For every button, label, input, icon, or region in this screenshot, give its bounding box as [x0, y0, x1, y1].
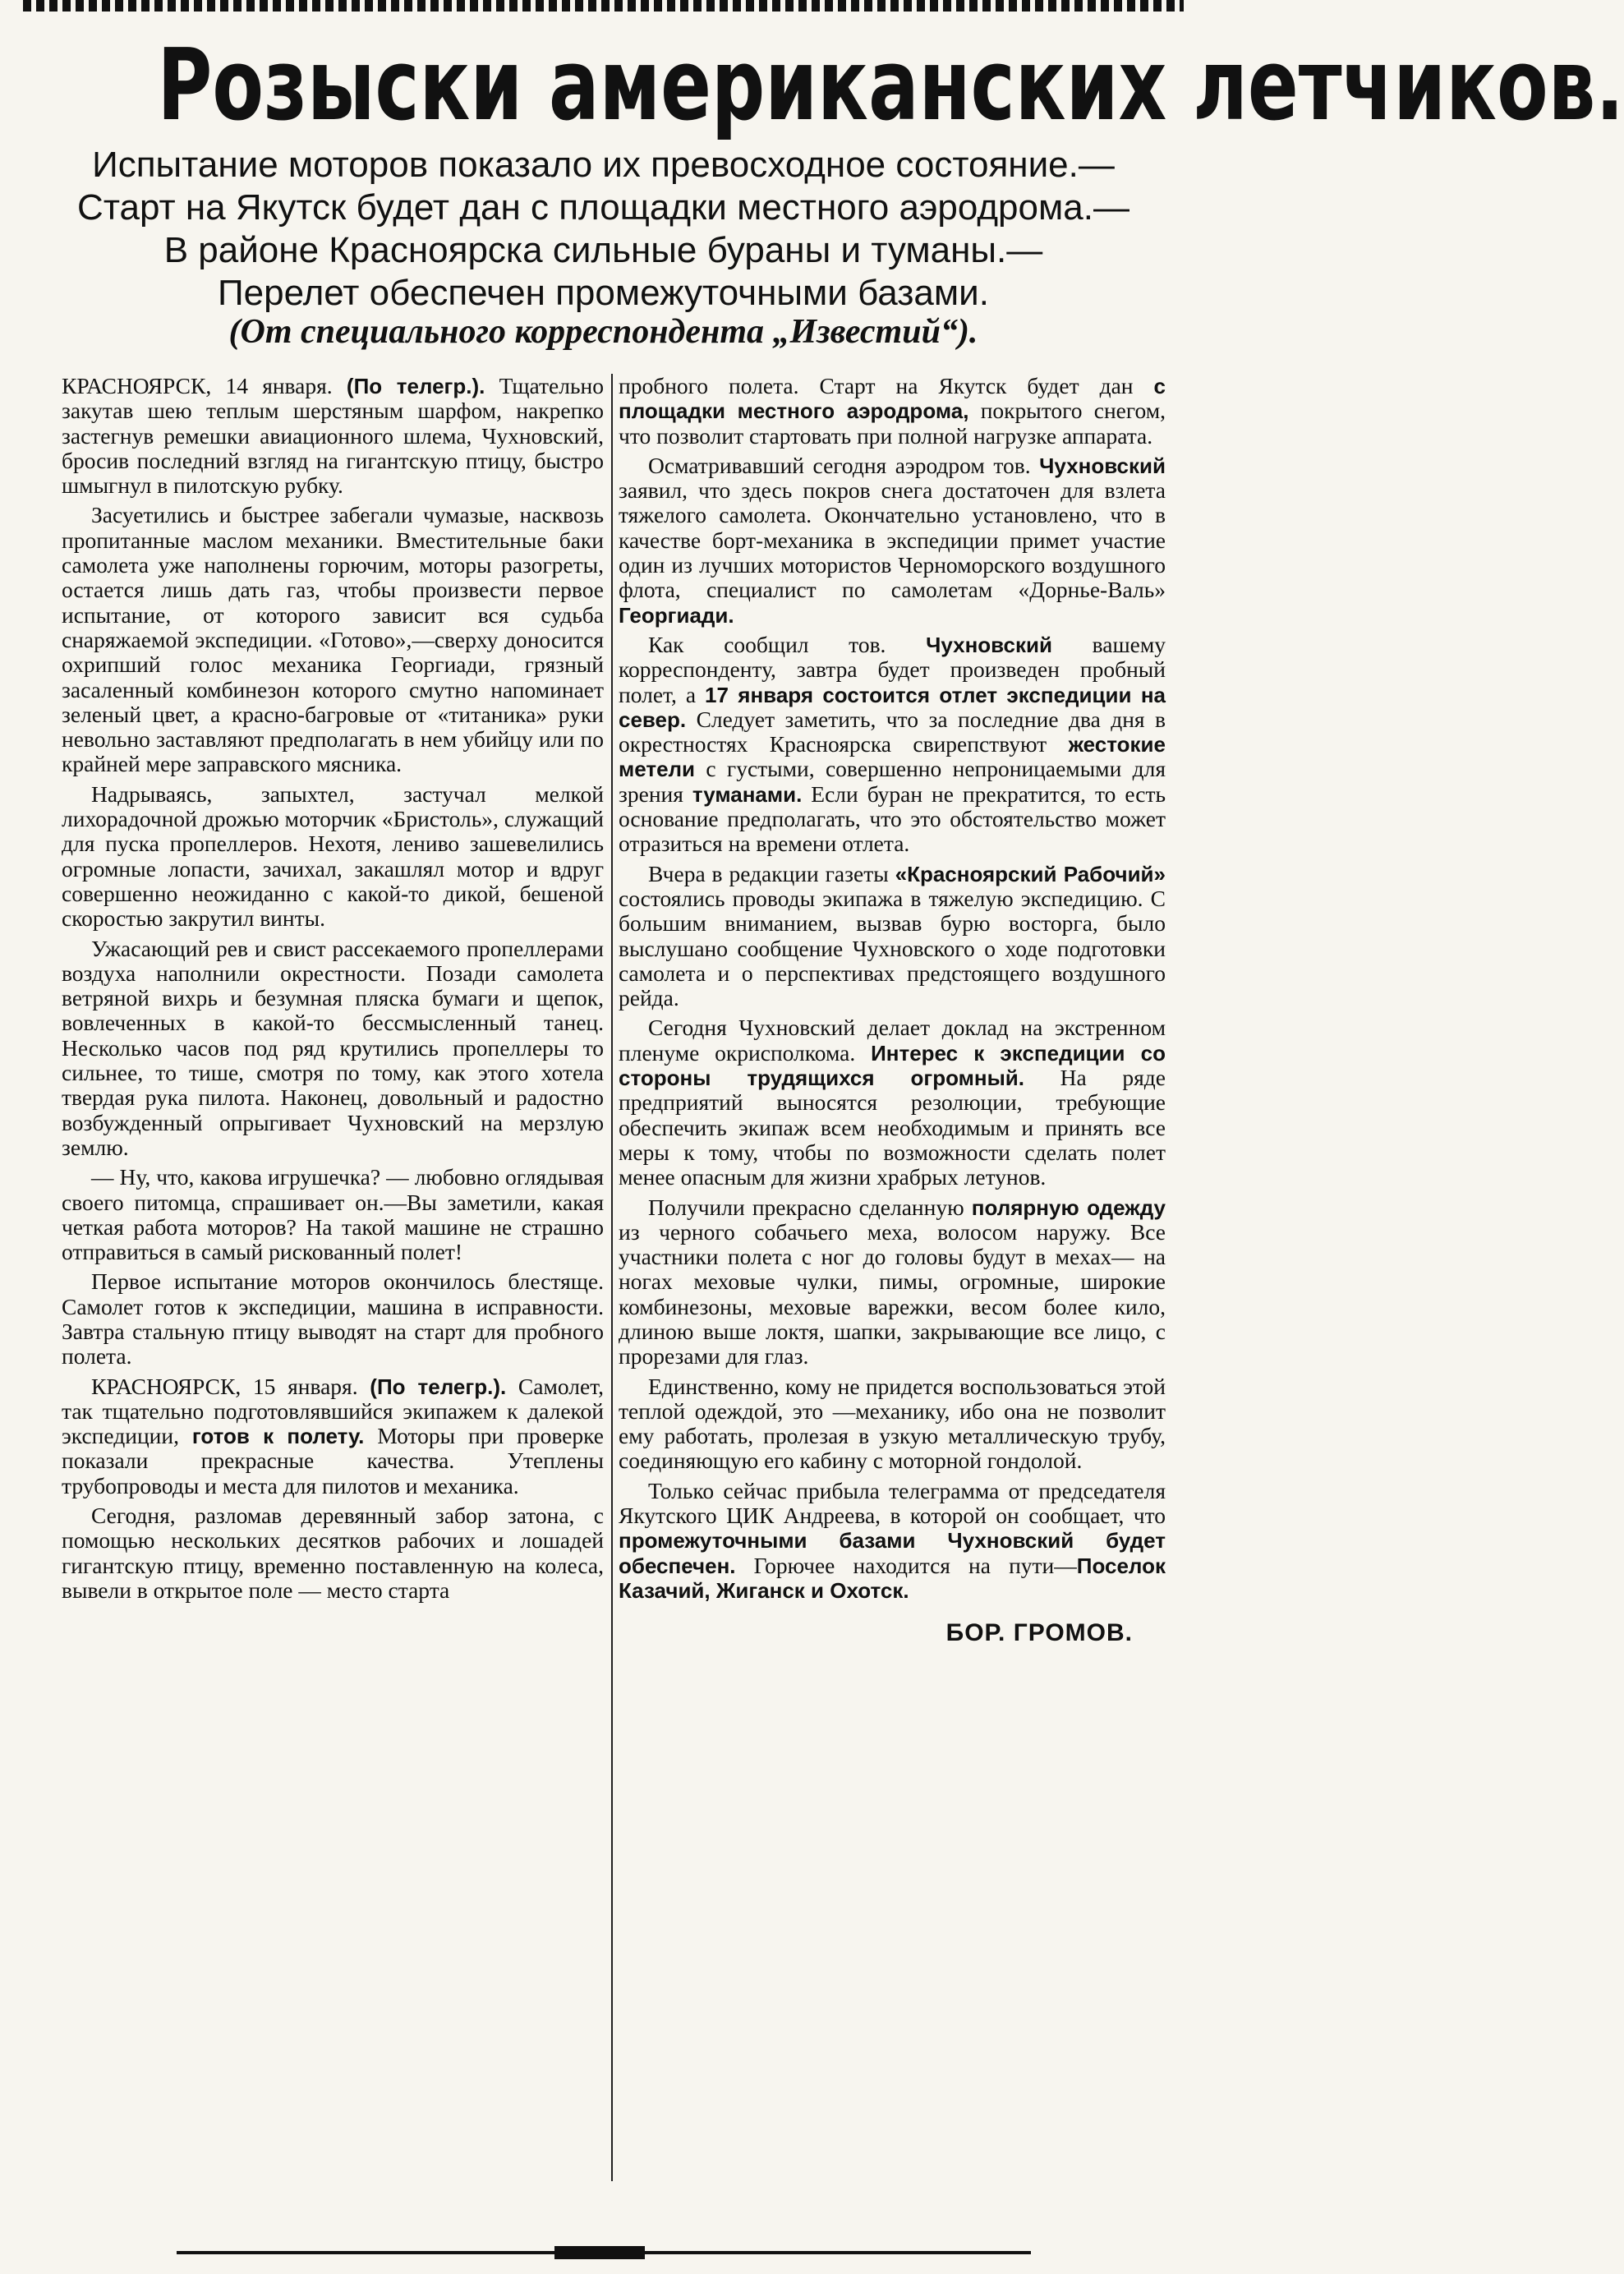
- subheadlines: [33, 144, 1174, 315]
- paragraph-text: из черного собачьего меха, волосом наружу. Все участники полета с ног до головы будут в мехах— на ногах меховые чулки, пимы, огромные, широкие комбинезоны, меховые варежки, весом более кило, длиною выше локтя, шапки, закрывающие все лицо, с прорезами для глаз.: [619, 1218, 1166, 1369]
- bold-phrase: Чухновский: [1039, 453, 1166, 478]
- paragraph-continued: [619, 374, 1166, 449]
- paragraph: [619, 1015, 1166, 1190]
- paragraph-text: Сегодня Чухновский делает доклад на экстренном пленуме окрисполкома.: [619, 1015, 1166, 1066]
- paragraph-text: Если буран не прекратится, то есть основание предполагать, что это обстоятельство может отразиться на времени отлета.: [619, 780, 1166, 857]
- paragraph-text: пробного полета. Старт на Якутск будет дан: [619, 373, 1154, 398]
- bold-phrase: Поселок Казачий, Жиганск и Охотск.: [619, 1553, 1166, 1603]
- bold-phrase: жестокие метели: [619, 732, 1166, 782]
- paragraph-text: Самолет, так тщательно подготовлявшийся экипажем к далекой экспедиции,: [62, 1373, 604, 1449]
- paragraph-text: Следует заметить, что за последние два дня в окрестностях Красноярска свирепствуют: [619, 706, 1166, 757]
- bold-phrase: с площадки местного аэродрома,: [619, 374, 1166, 424]
- bold-phrase: готов к полету.: [191, 1424, 365, 1449]
- bottom-rule-ornament: [554, 2246, 645, 2259]
- paragraph: Первое испытание моторов окончилось блестяще. Самолет готов к экспедиции, машина в исправности. Завтра стальную птицу выводят на старт для пробного полета.: [62, 1268, 604, 1369]
- paragraph-text: заявил, что здесь покров снега достаточен для взлета тяжелого самолета. Окончательно установлено, что в качестве борт-механика в экспедиции примет участие один из лучших мотористов Черноморского воздушного флота, специалист по самолетам «Дорнье-Валь»: [619, 477, 1166, 603]
- top-decorative-rule: [23, 0, 1184, 12]
- paragraph-text: покрытого снегом, что позволит стартовать при полной нагрузке аппарата.: [619, 398, 1166, 449]
- paragraph-text: Как сообщил тов.: [648, 631, 927, 657]
- headline: Розыски американских летчиков.: [157, 29, 1624, 143]
- dateline-source: (По телегр.).: [370, 1374, 507, 1399]
- paragraph: Ужасающий рев и свист рассекаемого пропеллерами воздуха наполнили окрестности. Позади самолета ветряной вихрь и безумная пляска бумаги и щепок, вовлеченных в какой-то бессмысленный танец. Несколько часов под ряд крутились пропеллеры то сильнее, то тише, смотря по тому, как этого хотела твердая рука пилота. Наконец, довольный и радостно возбужденный опрыгивает Чухновский на мерзлую землю.: [62, 935, 604, 1160]
- paragraph: Надрываясь, запыхтел, застучал мелкой лихорадочной дрожью моторчик «Бристоль», служащий для пуска пропеллеров. Нехотя, лениво зашевелились огромные лопасти, зачихал, закашлял мотор и вдруг совершенно неожиданно с какой-то дикой, бешеной скоростью закрутил винты.: [62, 780, 604, 932]
- paragraph: Единственно, кому не придется воспользоваться этой теплой одеждой, это —механику, ибо она не позволит ему работать, пролезая в узкую металлическую трубу, соединяющую его кабину с моторной гондолой.: [619, 1373, 1166, 1474]
- bold-phrase: Интерес к экспедиции со стороны трудящихся огромный.: [619, 1040, 1166, 1091]
- bold-phrase: «Красноярский Рабочий»: [895, 861, 1166, 886]
- paragraph-dateline-jan-15: [62, 1374, 604, 1498]
- paragraph: [619, 862, 1166, 1011]
- paragraph-text: Только сейчас прибыла телеграмма от председателя Якутского ЦИК Андреева, в которой он сообщает, что: [619, 1477, 1166, 1529]
- paragraph-text: состоялись проводы экипажа в тяжелую экспедицию. С большим вниманием, вызвав бурю восторга, было выслушано сообщение Чухновского о ходе подготовки самолета и о перспективах предстоящего воздушного рейда.: [619, 885, 1166, 1011]
- column-divider: [611, 374, 613, 2181]
- paragraph: [619, 633, 1166, 857]
- left-column: [62, 374, 604, 2214]
- paragraph-text: Горючее находится на пути—: [735, 1552, 1077, 1578]
- byline: (От специального корреспондента „Известий“).: [228, 313, 978, 351]
- bold-phrase: Чухновский: [926, 632, 1052, 657]
- paragraph: Засуетились и быстрее забегали чумазые, насквозь пропитанные маслом механики. Вместительные баки самолета уже наполнены горючим, моторы разогреты, остается лишь дать газ, чтобы произвести первое испытание, от которого зависит вся судьба снаряжаемой экспедиции. «Готово»,—сверху доносится охрипший голос механика Георгиади, грязный засаленный комбинезон которого смутно напоминает зеленый цвет, а красно-багровые от «титаника» руки невольно заставляют предполагать в нем убийцу или по крайней мере заправского мясника.: [62, 502, 604, 777]
- paragraph: [619, 1195, 1166, 1369]
- paragraph: [619, 453, 1166, 628]
- paragraph-text: Тщательно закутав шею теплым шерстяным шарфом, накрепко застегнув ремешки авиационного шлема, Чухновский, бросив последний взгляд на гигантскую птицу, быстро шмыгнул в пилотскую рубку.: [62, 373, 604, 499]
- paragraph-text: На ряде предприятий выносятся резолюции, требующие обеспечить экипаж всем необходимым и принять все меры к тому, чтобы по возможности сделать полет менее опасным для жизни храбрых летунов.: [619, 1065, 1166, 1190]
- author-signature: БОР. ГРОМОВ.: [945, 1619, 1133, 1647]
- bold-phrase: полярную одежду: [971, 1195, 1166, 1220]
- subheadline-4: Перелет обеспечен промежуточными базами.: [218, 273, 989, 313]
- subheadline-3: В районе Красноярска сильные бураны и туманы.—: [163, 230, 1043, 270]
- paragraph: Сегодня, разломав деревянный забор затона, с помощью нескольких десятков рабочих и лошадей гигантскую птицу, временно поставленную на колеса, вывели в открытое поле — место старта: [62, 1503, 604, 1603]
- paragraph-dateline-jan-14: [62, 374, 604, 498]
- dateline-source: (По телегр.).: [346, 374, 485, 398]
- right-column: [619, 374, 1166, 2214]
- bold-phrase: 17 января состоится отлет экспедиции на север.: [619, 682, 1166, 732]
- bold-phrase: туманами.: [692, 781, 803, 807]
- dateline-text: КРАСНОЯРСК, 15 января.: [91, 1373, 370, 1399]
- subheadline-1: Испытание моторов показало их превосходное состояние.—: [92, 145, 1115, 185]
- paragraph: — Ну, что, какова игрушечка? — любовно оглядывая своего питомца, спрашивает он.—Вы заметили, какая четкая работа моторов? На такой машине не страшно отправиться в самый рискованный полет!: [62, 1164, 604, 1265]
- dateline-text: КРАСНОЯРСК, 14 января.: [62, 373, 347, 398]
- paragraph-text: вашему корреспонденту, завтра будет произведен пробный полет, а: [619, 631, 1166, 707]
- paragraph-text: с густыми, совершенно непроницаемыми для зрения: [619, 756, 1166, 807]
- bold-phrase: Георгиади.: [619, 602, 734, 628]
- bold-phrase: промежуточными базами Чухновский будет обеспечен.: [619, 1528, 1166, 1578]
- paragraph-text: Вчера в редакции газеты: [648, 860, 895, 886]
- paragraph-text: Моторы при проверке показали прекрасные качества. Утеплены трубопроводы и места для пилотов и механика.: [62, 1423, 604, 1498]
- paragraph: [619, 1479, 1166, 1603]
- paragraph-text: Осматривавший сегодня аэродром тов.: [648, 452, 1040, 478]
- subheadline-2: Старт на Якутск будет дан с площадки местного аэродрома.—: [77, 187, 1129, 228]
- paragraph-text: Получили прекрасно сделанную: [648, 1194, 972, 1220]
